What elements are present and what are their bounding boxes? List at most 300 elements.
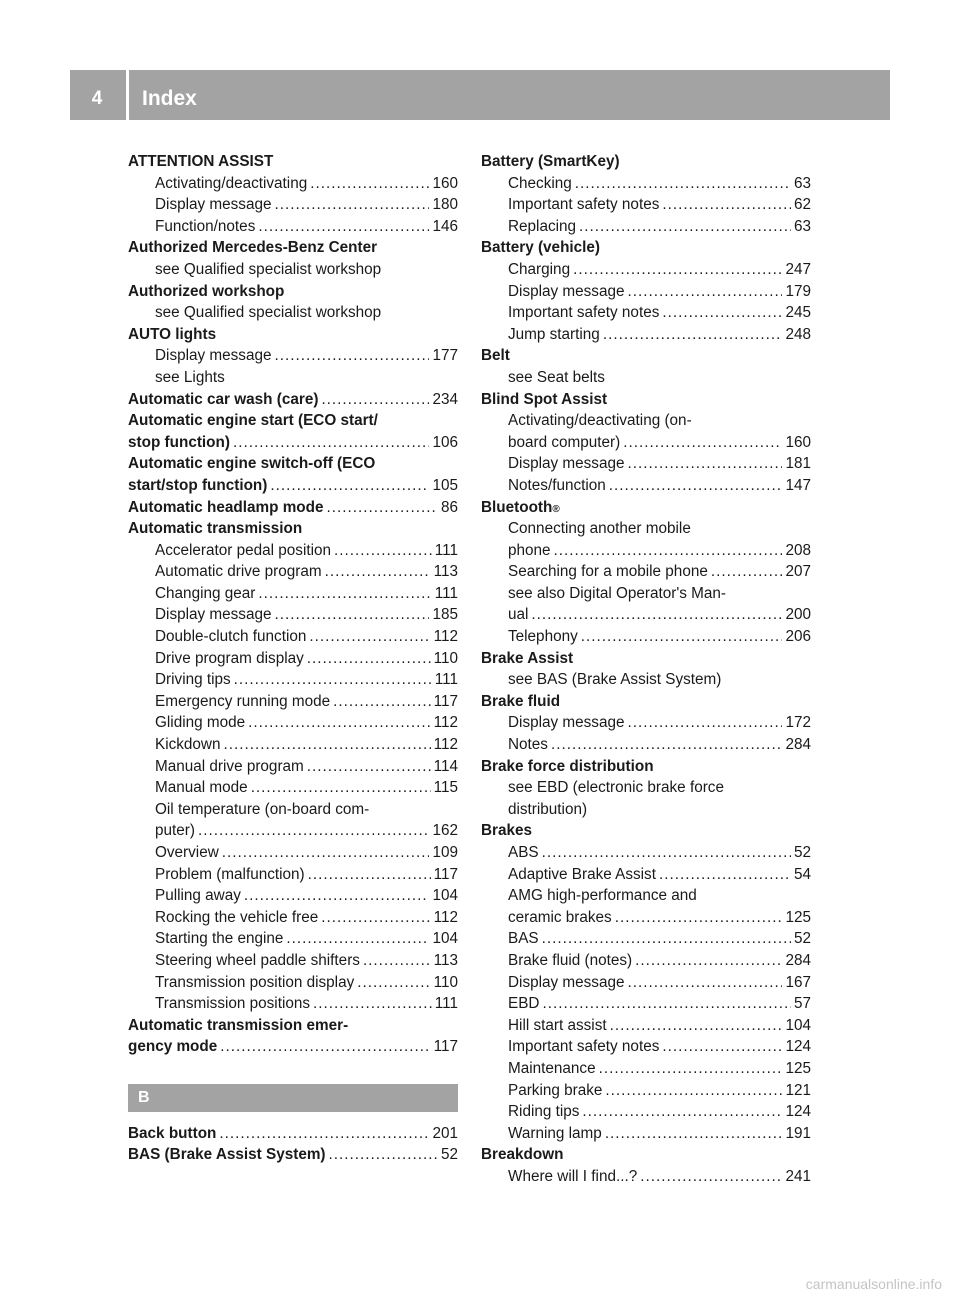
dot-leader bbox=[251, 777, 431, 799]
index-subentry bbox=[481, 432, 811, 454]
index-entry bbox=[481, 691, 811, 713]
index-subentry bbox=[128, 712, 458, 734]
dot-leader bbox=[329, 1144, 438, 1166]
entry-text: Notes bbox=[508, 736, 548, 754]
index-subentry bbox=[481, 1080, 811, 1102]
index-entry bbox=[128, 1036, 458, 1058]
index-subentry bbox=[128, 756, 458, 778]
entry-text: Blind Spot Assist bbox=[481, 390, 608, 408]
dot-leader bbox=[357, 972, 430, 994]
entry-text: Automatic transmission emer- bbox=[128, 1016, 349, 1034]
page-reference: 117 bbox=[433, 865, 458, 883]
page-reference: 234 bbox=[432, 390, 458, 408]
entry-text: Display message bbox=[508, 455, 625, 473]
index-entry bbox=[481, 151, 811, 173]
entry-text: Brakes bbox=[481, 822, 533, 840]
page-reference: 109 bbox=[432, 844, 458, 861]
index-subentry bbox=[128, 799, 458, 821]
page-reference: 124 bbox=[785, 1103, 811, 1121]
dot-leader bbox=[321, 907, 430, 929]
dot-leader bbox=[582, 1101, 782, 1123]
index-subentry bbox=[128, 648, 458, 670]
page-reference: 113 bbox=[433, 563, 458, 581]
index-entry bbox=[128, 432, 458, 454]
dot-leader bbox=[623, 432, 782, 454]
dot-leader bbox=[363, 950, 431, 972]
page-reference: 111 bbox=[434, 671, 458, 689]
entry-text: ual bbox=[508, 606, 529, 624]
page-reference: 201 bbox=[432, 1124, 458, 1142]
index-entry bbox=[128, 410, 458, 432]
page-reference: 241 bbox=[785, 1167, 811, 1185]
dot-leader bbox=[307, 756, 431, 778]
page-reference: 160 bbox=[432, 174, 458, 192]
entry-text: Accelerator pedal position bbox=[155, 541, 332, 559]
index-entry bbox=[481, 756, 811, 778]
page-reference: 112 bbox=[433, 714, 458, 732]
dot-leader bbox=[551, 734, 783, 756]
index-list-a bbox=[128, 151, 458, 1058]
dot-leader bbox=[308, 864, 431, 886]
entry-text: Display message bbox=[155, 347, 272, 365]
page-reference: 284 bbox=[785, 736, 811, 754]
dot-leader bbox=[327, 497, 438, 519]
page-reference: 110 bbox=[433, 973, 458, 991]
dot-leader bbox=[662, 302, 782, 324]
dot-leader bbox=[635, 950, 782, 972]
index-subentry bbox=[481, 712, 811, 734]
entry-text: Authorized Mercedes-Benz Center bbox=[128, 239, 378, 257]
page-reference: 181 bbox=[785, 455, 811, 473]
page-reference: 179 bbox=[785, 282, 811, 300]
index-entry bbox=[128, 1015, 458, 1037]
dot-leader bbox=[258, 216, 429, 238]
dot-leader bbox=[575, 173, 791, 195]
dot-leader bbox=[627, 972, 782, 994]
entry-text: Brake force distribution bbox=[481, 757, 654, 775]
dot-leader bbox=[244, 885, 430, 907]
dot-leader bbox=[223, 734, 430, 756]
index-subentry bbox=[481, 928, 811, 950]
page-reference: 62 bbox=[793, 196, 811, 214]
page-reference: 112 bbox=[433, 908, 458, 926]
entry-text: Brake fluid bbox=[481, 692, 561, 710]
dot-leader bbox=[662, 1036, 782, 1058]
dot-leader bbox=[627, 712, 782, 734]
dot-leader bbox=[573, 259, 782, 281]
index-subentry bbox=[481, 259, 811, 281]
index-entry bbox=[128, 518, 458, 540]
index-subentry bbox=[481, 453, 811, 475]
entry-text: see Qualified specialist workshop bbox=[155, 304, 382, 322]
entry-text: Manual mode bbox=[155, 779, 248, 797]
entry-text: Transmission positions bbox=[155, 995, 311, 1013]
dot-leader bbox=[286, 928, 429, 950]
entry-text: Steering wheel paddle shifters bbox=[155, 951, 360, 969]
page-reference: 57 bbox=[793, 995, 811, 1013]
index-subentry bbox=[128, 216, 458, 238]
page-reference: 207 bbox=[785, 563, 811, 581]
index-subentry bbox=[481, 799, 811, 821]
page-reference: 112 bbox=[433, 736, 458, 754]
dot-leader bbox=[258, 583, 431, 605]
page-reference: 191 bbox=[785, 1124, 811, 1142]
index-subentry bbox=[481, 885, 811, 907]
entry-text: Starting the engine bbox=[155, 930, 284, 948]
entry-text: Brake Assist bbox=[481, 649, 574, 667]
entry-text: board computer) bbox=[508, 433, 621, 451]
entry-text: Display message bbox=[508, 714, 625, 732]
dot-leader bbox=[309, 626, 430, 648]
entry-text: Pulling away bbox=[155, 887, 241, 905]
entry-text: Riding tips bbox=[508, 1103, 580, 1121]
entry-text: AUTO lights bbox=[128, 325, 217, 343]
index-subentry bbox=[481, 626, 811, 648]
entry-text: Automatic engine switch-off (ECO bbox=[128, 455, 376, 473]
index-subentry bbox=[481, 475, 811, 497]
entry-text: see Qualified specialist workshop bbox=[155, 260, 382, 278]
index-list-b-continued bbox=[481, 151, 811, 1188]
dot-leader bbox=[711, 561, 783, 583]
entry-text: Activating/deactivating bbox=[155, 174, 308, 192]
entry-text: Adaptive Brake Assist bbox=[508, 865, 656, 883]
entry-text: Double-clutch function bbox=[155, 628, 307, 646]
page-reference: 63 bbox=[793, 174, 811, 192]
dot-leader bbox=[333, 691, 430, 713]
index-subentry bbox=[481, 1058, 811, 1080]
index-column-left bbox=[128, 151, 458, 1166]
page-reference: 115 bbox=[433, 779, 458, 797]
spacer bbox=[128, 1058, 458, 1080]
dot-leader bbox=[662, 194, 791, 216]
entry-text: Drive program display bbox=[155, 649, 304, 667]
index-subentry bbox=[481, 950, 811, 972]
page-reference: 106 bbox=[432, 433, 458, 451]
index-entry bbox=[481, 820, 811, 842]
dot-leader bbox=[274, 345, 429, 367]
page-reference: 121 bbox=[785, 1081, 811, 1099]
page-reference: 111 bbox=[434, 584, 458, 602]
page-title: Index bbox=[142, 87, 197, 110]
index-entry bbox=[128, 281, 458, 303]
entry-text: Warning lamp bbox=[508, 1124, 602, 1142]
dot-leader bbox=[325, 561, 431, 583]
index-subentry bbox=[128, 928, 458, 950]
entry-text: see Lights bbox=[155, 368, 225, 386]
dot-leader bbox=[581, 626, 783, 648]
index-subentry bbox=[481, 540, 811, 562]
index-entry bbox=[481, 237, 811, 259]
page-reference: 247 bbox=[785, 260, 811, 278]
dot-leader bbox=[334, 540, 432, 562]
entry-text: Oil temperature (on-board com- bbox=[155, 800, 370, 818]
index-subentry bbox=[128, 561, 458, 583]
dot-leader bbox=[599, 1058, 783, 1080]
page-reference: 113 bbox=[433, 951, 458, 969]
index-entry bbox=[128, 151, 458, 173]
entry-text: Automatic engine start (ECO start/ bbox=[128, 412, 378, 430]
page-header bbox=[70, 70, 890, 120]
entry-text: BAS bbox=[508, 930, 539, 948]
index-subentry bbox=[128, 907, 458, 929]
dot-leader bbox=[234, 669, 432, 691]
index-subentry bbox=[481, 907, 811, 929]
dot-leader bbox=[222, 842, 430, 864]
page-reference: 180 bbox=[432, 196, 458, 214]
page-reference: 200 bbox=[785, 606, 811, 624]
entry-text: Kickdown bbox=[155, 736, 221, 754]
dot-leader bbox=[270, 475, 429, 497]
page-reference: 104 bbox=[432, 930, 458, 948]
entry-text: Problem (malfunction) bbox=[155, 865, 305, 883]
entry-text: stop function) bbox=[128, 433, 230, 451]
dot-leader bbox=[554, 540, 783, 562]
index-subentry bbox=[128, 626, 458, 648]
index-column-right bbox=[481, 151, 811, 1188]
dot-leader bbox=[627, 281, 782, 303]
dot-leader bbox=[220, 1036, 430, 1058]
index-subentry bbox=[128, 820, 458, 842]
index-entry bbox=[128, 1123, 458, 1145]
page-reference: 54 bbox=[793, 865, 811, 883]
index-subentry bbox=[481, 1166, 811, 1188]
index-subentry bbox=[481, 194, 811, 216]
entry-text: Jump starting bbox=[508, 325, 600, 343]
index-subentry bbox=[128, 669, 458, 691]
index-subentry bbox=[481, 864, 811, 886]
index-subentry bbox=[481, 777, 811, 799]
entry-text: ABS bbox=[508, 844, 539, 861]
index-subentry bbox=[128, 842, 458, 864]
index-subentry bbox=[128, 173, 458, 195]
entry-text: Brake fluid (notes) bbox=[508, 951, 633, 969]
index-subentry bbox=[481, 972, 811, 994]
page-reference: 167 bbox=[785, 973, 811, 991]
entry-text: Battery (vehicle) bbox=[481, 239, 601, 257]
index-subentry bbox=[128, 864, 458, 886]
index-entry bbox=[128, 475, 458, 497]
index-subentry bbox=[481, 1123, 811, 1145]
entry-text: ATTENTION ASSIST bbox=[128, 153, 274, 170]
index-subentry bbox=[481, 173, 811, 195]
index-subentry bbox=[481, 1015, 811, 1037]
entry-text: start/stop function) bbox=[128, 476, 268, 494]
index-entry bbox=[128, 324, 458, 346]
page-reference: 177 bbox=[432, 347, 458, 365]
index-subentry bbox=[128, 734, 458, 756]
entry-text: Breakdown bbox=[481, 1146, 564, 1164]
index-subentry bbox=[481, 518, 811, 540]
index-subentry bbox=[481, 281, 811, 303]
entry-text: Notes/function bbox=[508, 476, 606, 494]
entry-text: phone bbox=[508, 541, 551, 559]
page-reference: 104 bbox=[432, 887, 458, 905]
index-subentry bbox=[128, 259, 458, 281]
index-subentry bbox=[481, 734, 811, 756]
index-subentry bbox=[481, 302, 811, 324]
entry-text: Charging bbox=[508, 260, 571, 278]
entry-text: Belt bbox=[481, 347, 510, 365]
entry-text: Driving tips bbox=[155, 671, 231, 689]
entry-text: Hill start assist bbox=[508, 1016, 607, 1034]
entry-text: distribution) bbox=[508, 800, 588, 818]
header-divider bbox=[126, 70, 129, 120]
index-subentry bbox=[481, 583, 811, 605]
dot-leader bbox=[615, 907, 783, 929]
entry-text: Automatic drive program bbox=[155, 563, 322, 581]
dot-leader bbox=[609, 475, 783, 497]
page-reference: 52 bbox=[440, 1146, 458, 1164]
index-subentry bbox=[128, 345, 458, 367]
index-subentry bbox=[128, 367, 458, 389]
entry-text: Activating/deactivating (on- bbox=[508, 412, 692, 430]
dot-leader bbox=[198, 820, 430, 842]
dot-leader bbox=[603, 324, 783, 346]
page-reference: 146 bbox=[432, 217, 458, 235]
dot-leader bbox=[310, 173, 429, 195]
entry-text: see EBD (electronic brake force bbox=[508, 779, 724, 797]
index-subentry bbox=[128, 993, 458, 1015]
entry-text: Important safety notes bbox=[508, 196, 660, 214]
dot-leader bbox=[313, 993, 432, 1015]
page-reference: 104 bbox=[785, 1016, 811, 1034]
dot-leader bbox=[640, 1166, 782, 1188]
entry-text: Transmission position display bbox=[155, 973, 355, 991]
index-entry bbox=[128, 237, 458, 259]
entry-text: puter) bbox=[155, 822, 195, 840]
index-entry bbox=[128, 453, 458, 475]
dot-leader bbox=[219, 1123, 429, 1145]
dot-leader bbox=[610, 1015, 783, 1037]
page-reference: 172 bbox=[785, 714, 811, 732]
entry-text: Automatic transmission bbox=[128, 520, 303, 538]
entry-text: AMG high-performance and bbox=[508, 887, 697, 905]
entry-text: Function/notes bbox=[155, 217, 256, 235]
entry-text: Gliding mode bbox=[155, 714, 246, 732]
dot-leader bbox=[274, 604, 429, 626]
page-reference: 147 bbox=[785, 476, 811, 494]
dot-leader bbox=[659, 864, 791, 886]
entry-text: Display message bbox=[155, 196, 272, 214]
entry-text: Authorized workshop bbox=[128, 282, 285, 300]
index-subentry bbox=[128, 540, 458, 562]
section-header-b: B bbox=[128, 1084, 458, 1112]
page-reference: 52 bbox=[793, 930, 811, 948]
index-subentry bbox=[128, 583, 458, 605]
index-entry bbox=[128, 389, 458, 411]
page-reference: 52 bbox=[793, 844, 811, 861]
dot-leader bbox=[531, 604, 782, 626]
index-entry bbox=[481, 1144, 811, 1166]
page-reference: 208 bbox=[785, 541, 811, 559]
page-reference: 86 bbox=[440, 498, 458, 516]
dot-leader bbox=[542, 842, 791, 864]
entry-text: Automatic car wash (care) bbox=[128, 390, 319, 408]
index-subentry bbox=[481, 604, 811, 626]
index-entry bbox=[481, 345, 811, 367]
entry-text: ceramic brakes bbox=[508, 908, 612, 926]
page-reference: 206 bbox=[785, 628, 811, 646]
entry-text: Automatic headlamp mode bbox=[128, 498, 324, 516]
entry-text: Battery (SmartKey) bbox=[481, 153, 620, 170]
index-subentry bbox=[128, 194, 458, 216]
entry-text: Replacing bbox=[508, 217, 577, 235]
entry-text: Bluetooth bbox=[481, 498, 553, 516]
index-subentry bbox=[128, 691, 458, 713]
page-number: 4 bbox=[91, 88, 103, 109]
watermark: carmanualsonline.info bbox=[805, 1276, 942, 1292]
entry-text: EBD bbox=[508, 995, 540, 1013]
index-entry bbox=[128, 497, 458, 519]
entry-text: Checking bbox=[508, 174, 572, 192]
page-reference: 125 bbox=[785, 908, 811, 926]
entry-text: Searching for a mobile phone bbox=[508, 563, 708, 581]
page-reference: 110 bbox=[433, 649, 458, 667]
dot-leader bbox=[605, 1080, 782, 1102]
index-subentry bbox=[481, 367, 811, 389]
index-entry bbox=[481, 648, 811, 670]
dot-leader bbox=[307, 648, 431, 670]
index-subentry bbox=[128, 950, 458, 972]
entry-text: Display message bbox=[155, 606, 272, 624]
page-reference: 124 bbox=[785, 1038, 811, 1056]
entry-text: Where will I find...? bbox=[508, 1167, 638, 1185]
page-reference: 185 bbox=[432, 606, 458, 624]
page-reference: 105 bbox=[432, 476, 458, 494]
dot-leader bbox=[274, 194, 429, 216]
index-subentry bbox=[128, 972, 458, 994]
entry-text: Connecting another mobile bbox=[508, 520, 691, 538]
index-subentry bbox=[481, 669, 811, 691]
page-reference: 117 bbox=[433, 692, 458, 710]
page-reference: 160 bbox=[785, 433, 811, 451]
dot-leader bbox=[248, 712, 430, 734]
page-reference: 111 bbox=[434, 995, 458, 1013]
dot-leader bbox=[579, 216, 791, 238]
dot-leader bbox=[627, 453, 782, 475]
index-entry: Bluetooth ® bbox=[481, 497, 811, 519]
page-reference: 117 bbox=[433, 1038, 458, 1056]
index-subentry bbox=[481, 324, 811, 346]
entry-text: Overview bbox=[155, 844, 219, 861]
entry-text: Important safety notes bbox=[508, 1038, 660, 1056]
index-entry bbox=[128, 1144, 458, 1166]
dot-leader bbox=[233, 432, 430, 454]
index-list-b bbox=[128, 1123, 458, 1166]
dot-leader bbox=[542, 993, 791, 1015]
entry-text: Telephony bbox=[508, 628, 578, 646]
page-reference: 162 bbox=[432, 822, 458, 840]
page-reference: 245 bbox=[785, 304, 811, 322]
index-subentry bbox=[481, 1101, 811, 1123]
index-subentry bbox=[481, 842, 811, 864]
page-reference: 114 bbox=[433, 757, 458, 775]
entry-text: see also Digital Operator's Man- bbox=[508, 584, 727, 602]
entry-text: see Seat belts bbox=[508, 368, 605, 386]
page-reference: 111 bbox=[434, 541, 458, 559]
entry-text: Maintenance bbox=[508, 1059, 596, 1077]
entry-text: Display message bbox=[508, 282, 625, 300]
index-subentry bbox=[128, 302, 458, 324]
index-subentry bbox=[481, 410, 811, 432]
entry-text: Changing gear bbox=[155, 584, 256, 602]
entry-text: see BAS (Brake Assist System) bbox=[508, 671, 722, 689]
entry-text: Important safety notes bbox=[508, 304, 660, 322]
entry-text: Parking brake bbox=[508, 1081, 603, 1099]
dot-leader bbox=[605, 1123, 783, 1145]
entry-text: gency mode bbox=[128, 1038, 218, 1056]
index-subentry bbox=[128, 604, 458, 626]
